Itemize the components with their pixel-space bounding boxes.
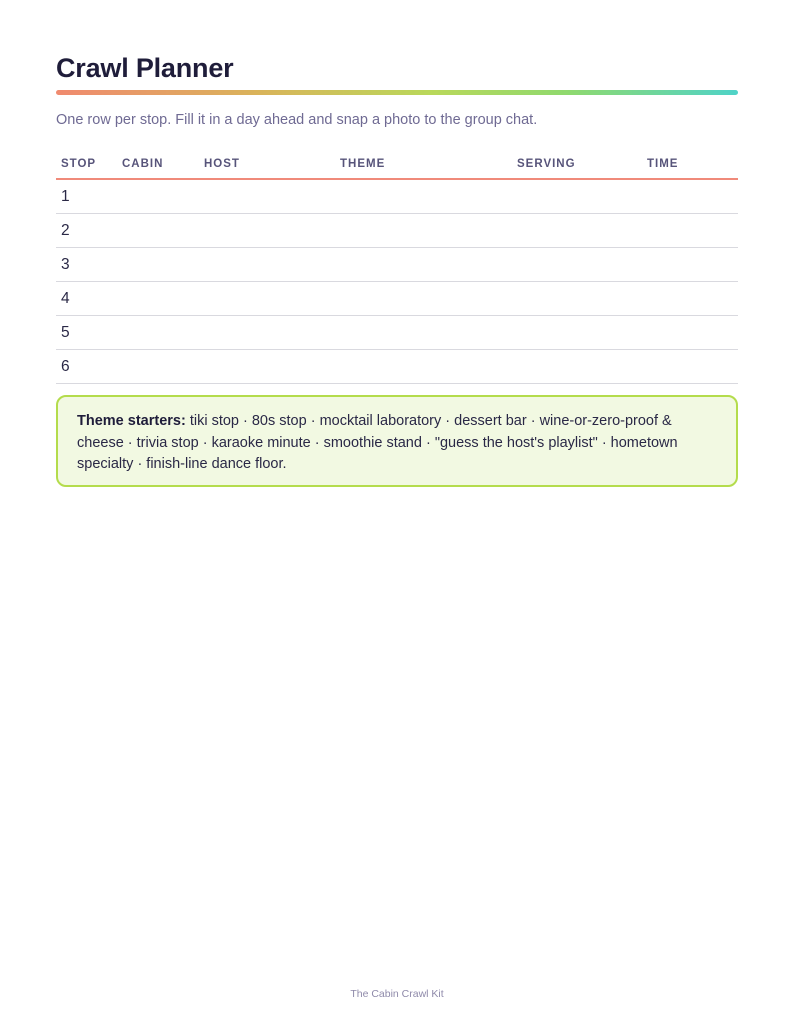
table-row bbox=[56, 282, 738, 316]
theme-starters-list: tiki stop · 80s stop · mocktail laboratory · dessert bar · wine-or-zero-proof & cheese · trivia stop · karaoke minute · smoothie stand · "guess the host's playlist" · hometown specialty · finish-line dance floor. bbox=[77, 413, 678, 472]
host-cell[interactable] bbox=[199, 350, 335, 384]
column-header-host: HOST bbox=[199, 150, 335, 179]
table-header-row bbox=[56, 150, 738, 179]
stop-number-cell: 1 bbox=[56, 179, 117, 214]
cabin-cell[interactable] bbox=[117, 248, 199, 282]
table-row bbox=[56, 350, 738, 384]
stop-number-cell: 6 bbox=[56, 350, 117, 384]
theme-cell[interactable] bbox=[335, 316, 512, 350]
column-header-serving: SERVING bbox=[512, 150, 642, 179]
time-cell[interactable] bbox=[642, 350, 738, 384]
table-row bbox=[56, 179, 738, 214]
serving-cell[interactable] bbox=[512, 248, 642, 282]
table-row bbox=[56, 214, 738, 248]
time-cell[interactable] bbox=[642, 316, 738, 350]
serving-cell[interactable] bbox=[512, 214, 642, 248]
column-header-stop: STOP bbox=[56, 150, 117, 179]
page-subtitle: One row per stop. Fill it in a day ahead and snap a photo to the group chat. bbox=[56, 112, 538, 128]
cabin-cell[interactable] bbox=[117, 282, 199, 316]
time-cell[interactable] bbox=[642, 214, 738, 248]
column-header-time: TIME bbox=[642, 150, 738, 179]
theme-cell[interactable] bbox=[335, 282, 512, 316]
host-cell[interactable] bbox=[199, 214, 335, 248]
table-row bbox=[56, 316, 738, 350]
table-row bbox=[56, 248, 738, 282]
page-footer: The Cabin Crawl Kit bbox=[350, 988, 444, 1000]
theme-cell[interactable] bbox=[335, 248, 512, 282]
cabin-cell[interactable] bbox=[117, 179, 199, 214]
cabin-cell[interactable] bbox=[117, 316, 199, 350]
serving-cell[interactable] bbox=[512, 282, 642, 316]
cabin-cell[interactable] bbox=[117, 214, 199, 248]
serving-cell[interactable] bbox=[512, 179, 642, 214]
time-cell[interactable] bbox=[642, 248, 738, 282]
title-gradient-rule bbox=[56, 90, 738, 95]
theme-starters-box bbox=[56, 395, 738, 487]
host-cell[interactable] bbox=[199, 248, 335, 282]
column-header-theme: THEME bbox=[335, 150, 512, 179]
host-cell[interactable] bbox=[199, 179, 335, 214]
stop-number-cell: 4 bbox=[56, 282, 117, 316]
column-header-cabin: CABIN bbox=[117, 150, 199, 179]
time-cell[interactable] bbox=[642, 179, 738, 214]
host-cell[interactable] bbox=[199, 316, 335, 350]
stop-number-cell: 3 bbox=[56, 248, 117, 282]
theme-cell[interactable] bbox=[335, 350, 512, 384]
theme-starters-label: Theme starters: bbox=[77, 413, 186, 429]
serving-cell[interactable] bbox=[512, 316, 642, 350]
host-cell[interactable] bbox=[199, 282, 335, 316]
stop-number-cell: 5 bbox=[56, 316, 117, 350]
stop-number-cell: 2 bbox=[56, 214, 117, 248]
serving-cell[interactable] bbox=[512, 350, 642, 384]
crawl-planner-table bbox=[56, 150, 738, 384]
time-cell[interactable] bbox=[642, 282, 738, 316]
page-title: Crawl Planner bbox=[56, 53, 234, 83]
theme-cell[interactable] bbox=[335, 179, 512, 214]
cabin-cell[interactable] bbox=[117, 350, 199, 384]
theme-cell[interactable] bbox=[335, 214, 512, 248]
